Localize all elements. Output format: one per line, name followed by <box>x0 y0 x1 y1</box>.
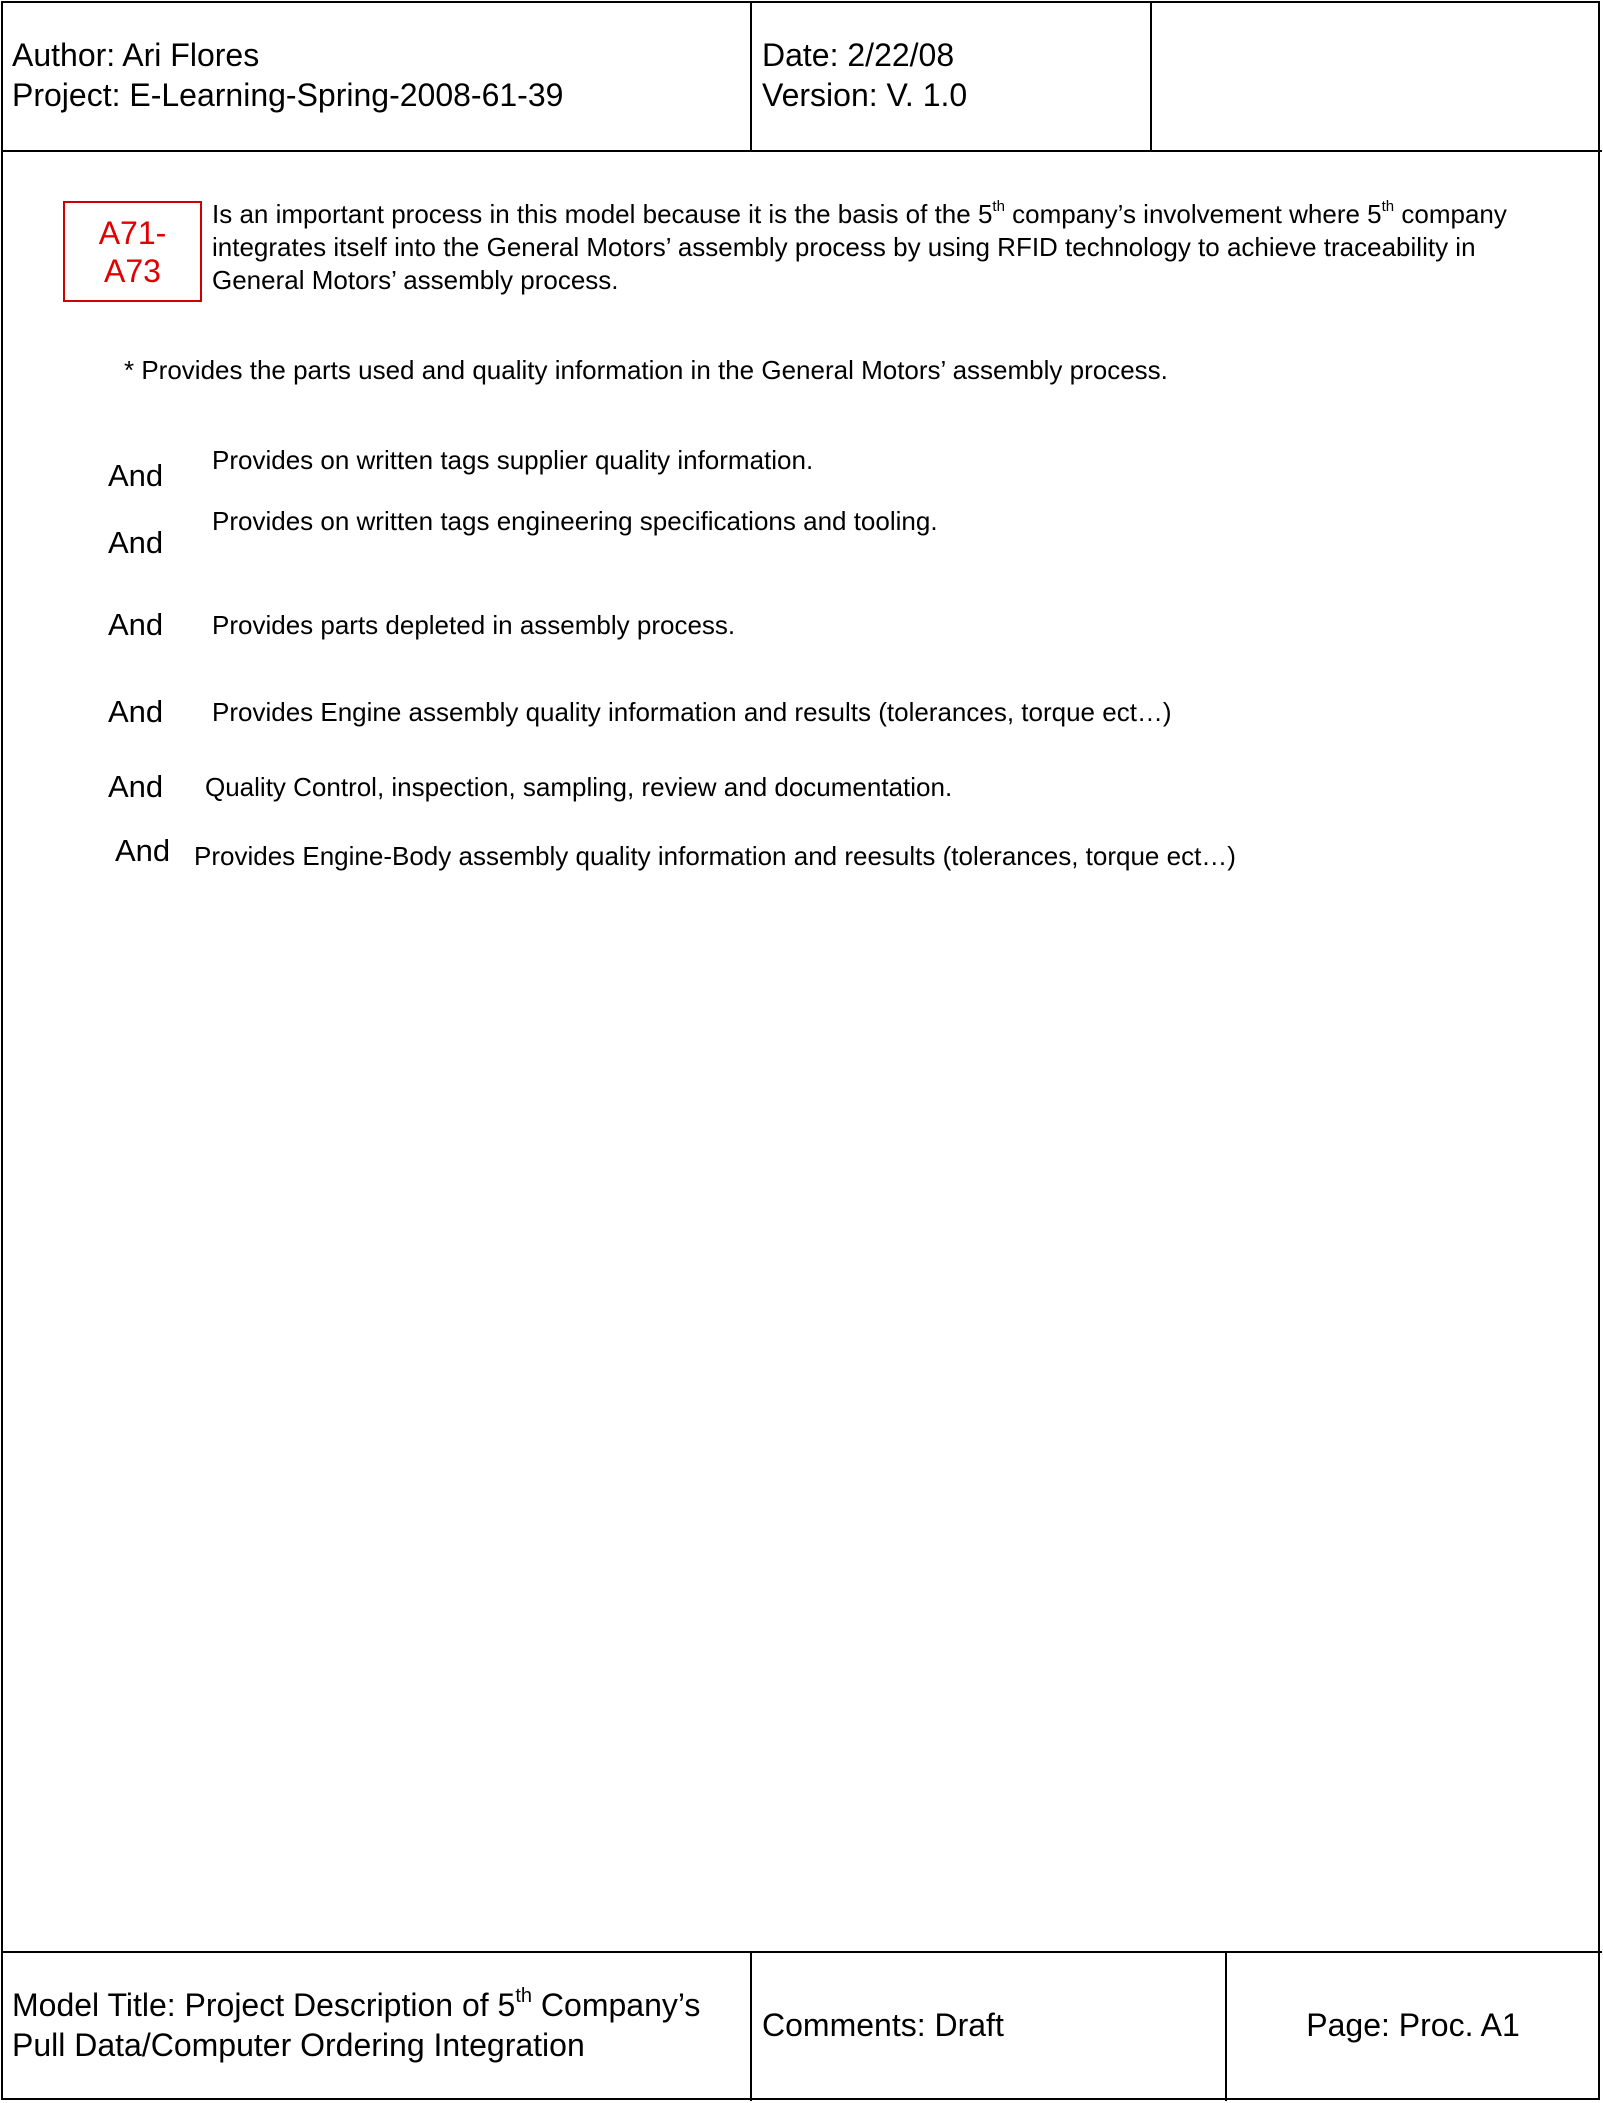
footer-column-divider-1 <box>750 1951 752 2101</box>
intro-paragraph <box>212 198 1542 297</box>
model-title-line-2: Pull Data/Computer Ordering Integration <box>12 2027 585 2063</box>
note-line: * Provides the parts used and quality information in the General Motors’ assembly process. <box>124 355 1168 385</box>
item-5-text: Quality Control, inspection, sampling, review and documentation. <box>205 772 953 802</box>
footer-divider <box>1 1951 1602 1953</box>
item-3-text: Provides parts depleted in assembly process. <box>212 610 736 640</box>
reference-line-1: A71- <box>98 214 167 251</box>
header-column-divider-1 <box>750 1 752 151</box>
item-5-and: And <box>108 769 164 804</box>
page-frame <box>1 1 1600 2100</box>
intro-text-part-2: company’s involvement where 5 <box>1004 199 1382 229</box>
header-divider <box>1 150 1602 152</box>
item-4-and: And <box>108 694 164 729</box>
model-title-part-2: Company’s <box>532 1987 701 2023</box>
footer-model-title <box>12 1985 700 2065</box>
intro-text-part-3: company integrates itself into the General Motors’ assembly process by using RFID technology to achieve traceability in General Motors’ assembly process. <box>212 199 1507 295</box>
intro-superscript-1: th <box>992 198 1005 215</box>
footer-page: Page: Proc. A1 <box>1306 2007 1520 2043</box>
intro-text-part-1: Is an important process in this model because it is the basis of the 5 <box>212 199 993 229</box>
model-title-part-1: Model Title: Project Description of 5 <box>12 1987 516 2023</box>
item-6-text: Provides Engine-Body assembly quality information and reesults (tolerances, torque ect…) <box>194 841 1236 871</box>
intro-superscript-2: th <box>1381 198 1395 215</box>
header-author-project <box>12 35 563 115</box>
date-field: Date: 2/22/08 <box>762 37 955 73</box>
item-1-text: Provides on written tags supplier quality information. <box>212 445 814 475</box>
project-field: Project: E-Learning-Spring-2008-61-39 <box>12 77 564 113</box>
reference-line-2: A73 <box>104 252 161 289</box>
item-1-and: And <box>108 458 164 493</box>
reference-box <box>63 201 202 302</box>
model-title-superscript: th <box>515 1985 533 2007</box>
item-6-and: And <box>115 833 171 868</box>
footer-comments: Comments: Draft <box>762 2007 1004 2043</box>
author-field: Author: Ari Flores <box>12 37 260 73</box>
header-date-version <box>762 35 967 115</box>
item-4-text: Provides Engine assembly quality information and results (tolerances, torque ect…) <box>212 697 1172 727</box>
header-column-divider-2 <box>1150 1 1152 151</box>
item-2-and: And <box>108 525 164 560</box>
item-2-text: Provides on written tags engineering specifications and tooling. <box>212 506 938 536</box>
item-3-and: And <box>108 607 164 642</box>
version-field: Version: V. 1.0 <box>762 77 968 113</box>
